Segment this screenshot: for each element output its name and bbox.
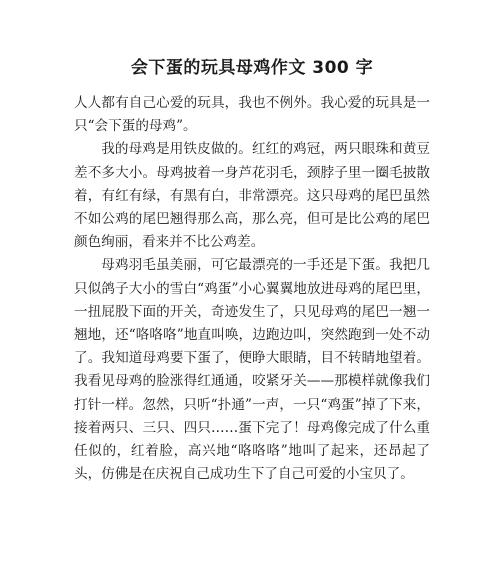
paragraph-intro: 人人都有自己心爱的玩具，我也不例外。我心爱的玩具是一只“会下蛋的母鸡”。	[74, 95, 430, 135]
paragraph-laying-eggs: 母鸡羽毛虽美丽，可它最漂亮的一手还是下蛋。我把几只似鸽子大小的雪白“鸡蛋”小心翼翼地放进母鸡的尾巴里，一扭屁股下面的开关，奇迹发生了，只见母鸡的尾巴一翘一翘地，还“咯咯咯”地直叫唤，边跑边叫，突然跑到一处不动了。我知道母鸡要下蛋了，便睁大眼睛，目不转睛地望着。我看见母鸡的脸涨得红通通，咬紧牙关——那模样就像我们打针一样。忽然，只听“扑通”一声，一只“鸡蛋”掉了下来，接着两只、三只、四只……蛋下完了！母鸡像完成了什么重任似的，红着脸，高兴地“咯咯咯”地叫了起来，还昂起了头，仿佛是在庆祝自己成功生下了自己可爱的小宝贝了。	[74, 257, 430, 483]
paragraph-appearance: 我的母鸡是用铁皮做的。红红的鸡冠，两只眼珠和黄豆差不多大小。母鸡披着一身芦花羽毛，颈脖子里一圈毛披散着，有红有绿，有黑有白，非常漂亮。这只母鸡的尾巴虽然不如公鸡的尾巴翘得那么高，那么亮，但可是比公鸡的尾巴颜色绚丽，看来并不比公鸡差。	[74, 141, 430, 251]
document-title: 会下蛋的玩具母鸡作文 300 字	[130, 58, 374, 78]
